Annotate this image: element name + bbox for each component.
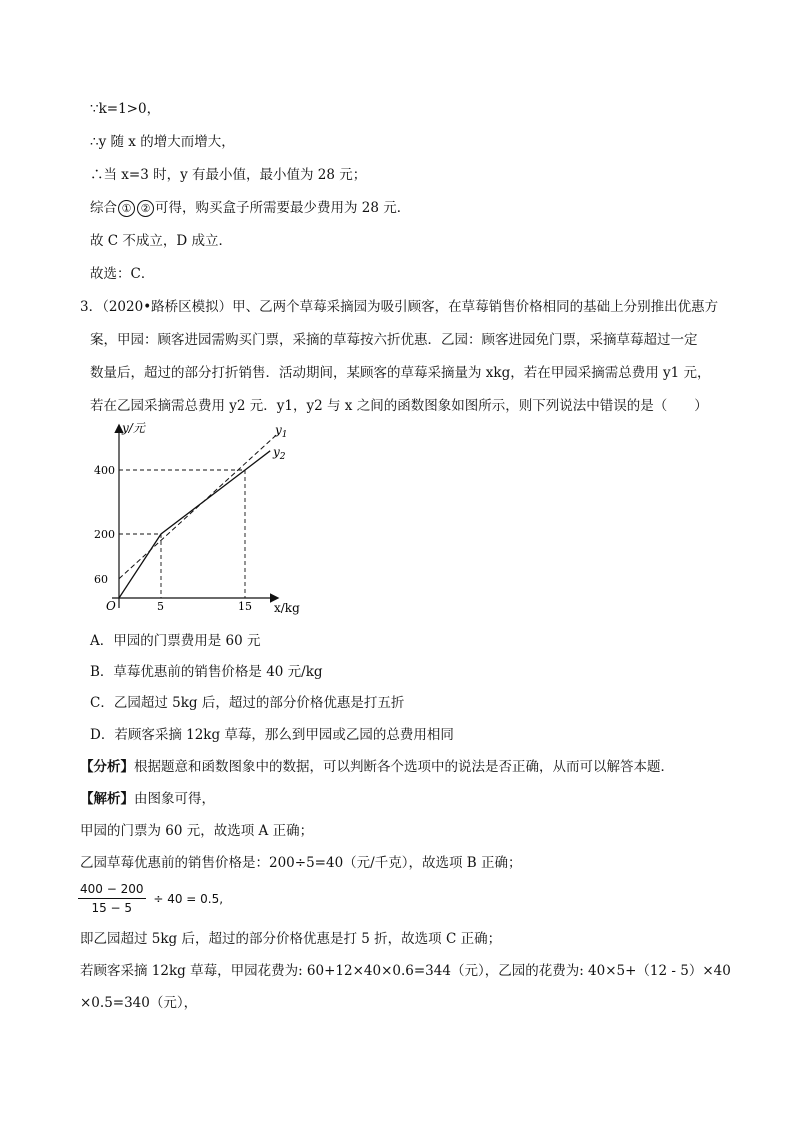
option-d: D．若顾客采摘 12kg 草莓，那么到甲园或乙园的总费用相同 [90, 727, 454, 743]
x-tick-15: 15 [238, 600, 252, 613]
y-axis-label: y/元 [122, 421, 145, 435]
y2-legend-label [272, 445, 286, 462]
combine-suffix: 可得，购买盒子所需要最少费用为 28 元． [155, 200, 411, 216]
y2-legend-sub: 2 [279, 452, 286, 462]
question-3-line-3: 数量后，超过的部分打折销售．活动期间，某顾客的草莓采摘量为 xkg，若在甲园采摘需总费用 y1 元， [90, 365, 711, 381]
y1-legend-base: y [275, 423, 282, 437]
option-a: A．甲园的门票费用是 60 元 [90, 633, 261, 649]
solution-step-4: 若顾客采摘 12kg 草莓，甲园花费为: 60+12×40×0.6=344（元），乙园的花费为: 40×5+（12 - 5）×40 [80, 963, 731, 979]
solution-step-1: 甲园的门票为 60 元，故选项 A 正确； [80, 823, 314, 839]
option-c: C．乙园超过 5kg 后，超过的部分价格优惠是打五折 [90, 695, 405, 711]
solution-step-2: 乙园草莓优惠前的销售价格是：200÷5=40（元/千克），故选项 B 正确； [80, 855, 522, 871]
fraction-numerator: 400 − 200 [78, 882, 146, 899]
solution-step-5: ×0.5=340（元）， [80, 995, 198, 1011]
solution-text: 由图象可得， [134, 791, 215, 807]
line-y-increasing: ∴y 随 x 的增大而增大， [90, 134, 235, 150]
line-minimum: ∴当 x=3 时，y 有最小值，最小值为 28 元； [90, 167, 367, 183]
question-3-line-4: 若在乙园采摘需总费用 y2 元．y1，y2 与 x 之间的函数图象如图所示，则下列说法中错误的是（ ） [90, 398, 708, 414]
x-tick-5: 5 [157, 600, 164, 613]
line-answer: 故选：C． [90, 266, 155, 282]
line-c-d: 故 C 不成立，D 成立． [90, 233, 233, 249]
y-tick-400: 400 [94, 464, 115, 477]
analysis-tag: 【分析】 [80, 759, 134, 775]
question-3-line-1: 3．（2020•路桥区模拟）甲、乙两个草莓采摘园为吸引顾客，在草莓销售价格相同的基础上分别推出优惠方 [80, 299, 719, 315]
function-graph [92, 418, 312, 618]
y2-series-line [119, 451, 270, 598]
y-tick-200: 200 [94, 528, 115, 541]
fraction [78, 882, 146, 915]
solution-tag: 【解析】 [80, 791, 134, 807]
analysis-line [80, 758, 674, 776]
origin-label: O [106, 599, 116, 613]
circled-two: ② [137, 200, 154, 217]
solution-step-3: 即乙园超过 5kg 后，超过的部分价格优惠是打 5 折，故选项 C 正确； [80, 931, 502, 947]
question-3-line-2: 案，甲园：顾客进园需购买门票，采摘的草莓按六折优惠．乙园：顾客进园免门票，采摘草莓超过一定 [90, 332, 698, 348]
solution-line [80, 790, 215, 808]
line-combine [90, 199, 410, 217]
y-tick-60: 60 [94, 572, 108, 586]
fraction-tail: ÷ 40 = 0.5, [153, 891, 224, 906]
y1-legend-label [274, 423, 288, 440]
analysis-text: 根据题意和函数图象中的数据，可以判断各个选项中的说法是否正确，从而可以解答本题． [134, 759, 674, 775]
circled-one: ① [118, 200, 135, 217]
x-axis-label: x/kg [274, 601, 300, 615]
fraction-denominator: 15 − 5 [91, 901, 133, 915]
option-b: B．草莓优惠前的销售价格是 40 元/kg [90, 664, 323, 680]
y2-legend-base: y [273, 445, 280, 459]
combine-prefix: 综合 [90, 200, 117, 216]
y1-legend-sub: 1 [281, 430, 288, 440]
line-k-positive: ∵k=1>0， [90, 101, 161, 117]
fraction-expression [78, 882, 223, 915]
